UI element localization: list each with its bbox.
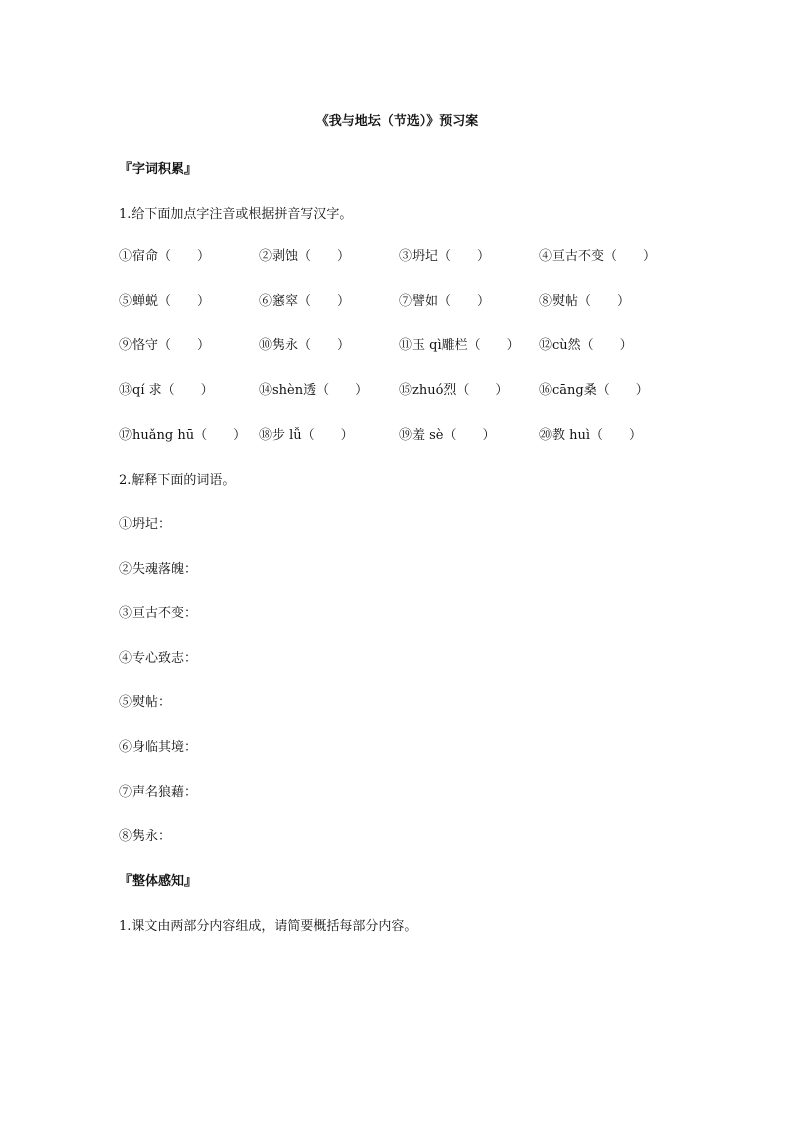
phonetic-item: ⑧熨帖（ ） — [539, 294, 631, 309]
phonetic-item: ③坍圮（ ） — [399, 249, 491, 264]
explain-item: ⑥身临其境： — [119, 740, 198, 755]
section-heading-vocab: 『字词积累』 — [119, 162, 198, 177]
phonetic-row-5 — [119, 424, 719, 444]
phonetic-item: ⑭shèn透（ ） — [259, 383, 369, 398]
phonetic-item: ⑥窸窣（ ） — [259, 294, 351, 309]
phonetic-item: ⑤蝉蜕（ ） — [119, 294, 211, 309]
overall-question-1: 1.课文由两部分内容组成，请简要概括每部分内容。 — [119, 919, 418, 934]
phonetic-item: ④亘古不变（ ） — [539, 249, 657, 264]
phonetic-item: ⑳教 huì（ ） — [539, 428, 643, 443]
phonetic-item: ⑪玉 qì雕栏（ ） — [399, 338, 520, 353]
phonetic-item: ⑯cāng桑（ ） — [539, 383, 649, 398]
phonetic-item: ⑬qí 求（ ） — [119, 383, 214, 398]
page-title: 《我与地坛（节选）》预习案 — [315, 114, 479, 129]
section-heading-overall: 『整体感知』 — [119, 874, 198, 889]
phonetic-item: ⑦譬如（ ） — [399, 294, 491, 309]
phonetic-row-3 — [119, 334, 719, 354]
explain-item: ①坍圮： — [119, 517, 172, 532]
phonetic-item: ⑱步 lǚ（ ） — [259, 428, 354, 443]
phonetic-item: ⑫cù然（ ） — [539, 338, 633, 353]
phonetic-item: ②剥蚀（ ） — [259, 249, 351, 264]
phonetic-item: ⑨恪守（ ） — [119, 338, 211, 353]
question-2: 2.解释下面的词语。 — [119, 473, 236, 488]
explain-item: ③亘古不变： — [119, 606, 198, 621]
phonetic-row-4 — [119, 379, 719, 399]
explain-item: ⑤熨帖： — [119, 695, 172, 710]
phonetic-item: ①宿命（ ） — [119, 249, 211, 264]
explain-item: ④专心致志： — [119, 651, 198, 666]
explain-item: ②失魂落魄： — [119, 562, 198, 577]
phonetic-item: ⑰huǎng hū（ ） — [119, 428, 247, 443]
explain-item: ⑧隽永： — [119, 829, 172, 844]
phonetic-row-2 — [119, 290, 719, 310]
question-1: 1.给下面加点字注音或根据拼音写汉字。 — [119, 207, 353, 222]
phonetic-item: ⑮zhuó烈（ ） — [399, 383, 509, 398]
phonetic-row-1 — [119, 245, 719, 265]
explain-item: ⑦声名狼藉： — [119, 785, 198, 800]
phonetic-item: ⑲羞 sè（ ） — [399, 428, 496, 443]
phonetic-item: ⑩隽永（ ） — [259, 338, 351, 353]
